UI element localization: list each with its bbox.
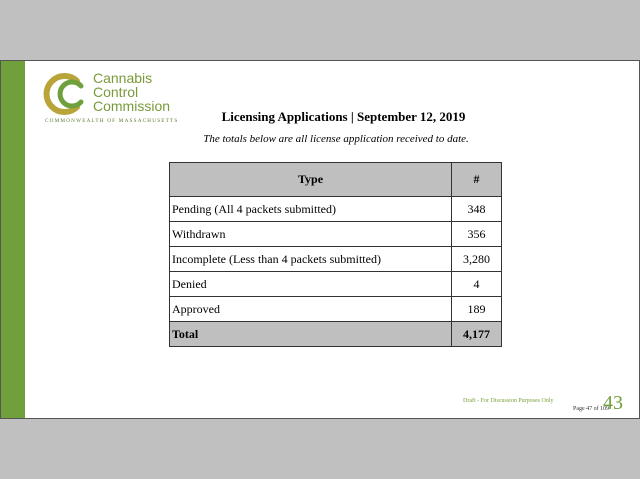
- page-subtitle: The totals below are all license application received to date.: [203, 133, 469, 145]
- row-type: Pending (All 4 packets submitted): [170, 197, 452, 222]
- draft-notice: Draft - For Discussion Purposes Only: [463, 398, 554, 404]
- row-count: 189: [452, 297, 502, 322]
- table-header-row: [170, 163, 502, 197]
- logo-mark-icon: [41, 71, 93, 117]
- table-row: [170, 297, 502, 322]
- table-total-row: [170, 322, 502, 347]
- page-title: Licensing Applications | September 12, 2019: [221, 109, 466, 124]
- row-type: Incomplete (Less than 4 packets submitted): [170, 247, 452, 272]
- row-count: 4: [452, 272, 502, 297]
- slide: [0, 60, 640, 419]
- row-count: 348: [452, 197, 502, 222]
- column-header-count: #: [452, 163, 502, 197]
- total-label: Total: [170, 322, 452, 347]
- table-row: [170, 197, 502, 222]
- table-row: [170, 247, 502, 272]
- logo-line-1: Cannabis: [93, 70, 153, 86]
- total-count: 4,177: [452, 322, 502, 347]
- page-indicator: Page 47 of 109: [573, 406, 610, 412]
- row-count: 3,280: [452, 247, 502, 272]
- logo-line-2: Control: [93, 84, 139, 100]
- logo-subtitle: COMMONWEALTH OF MASSACHUSETTS: [45, 118, 179, 124]
- table-row: [170, 272, 502, 297]
- logo-line-3: Commission: [93, 98, 171, 114]
- row-type: Denied: [170, 272, 452, 297]
- accent-bar: [1, 61, 25, 418]
- row-type: Approved: [170, 297, 452, 322]
- slide-number: 43: [603, 392, 623, 414]
- logo-wordmark: [93, 71, 170, 113]
- column-header-type: Type: [170, 163, 452, 197]
- row-count: 356: [452, 222, 502, 247]
- applications-table: [169, 162, 502, 347]
- row-type: Withdrawn: [170, 222, 452, 247]
- logo: [41, 71, 191, 127]
- table-row: [170, 222, 502, 247]
